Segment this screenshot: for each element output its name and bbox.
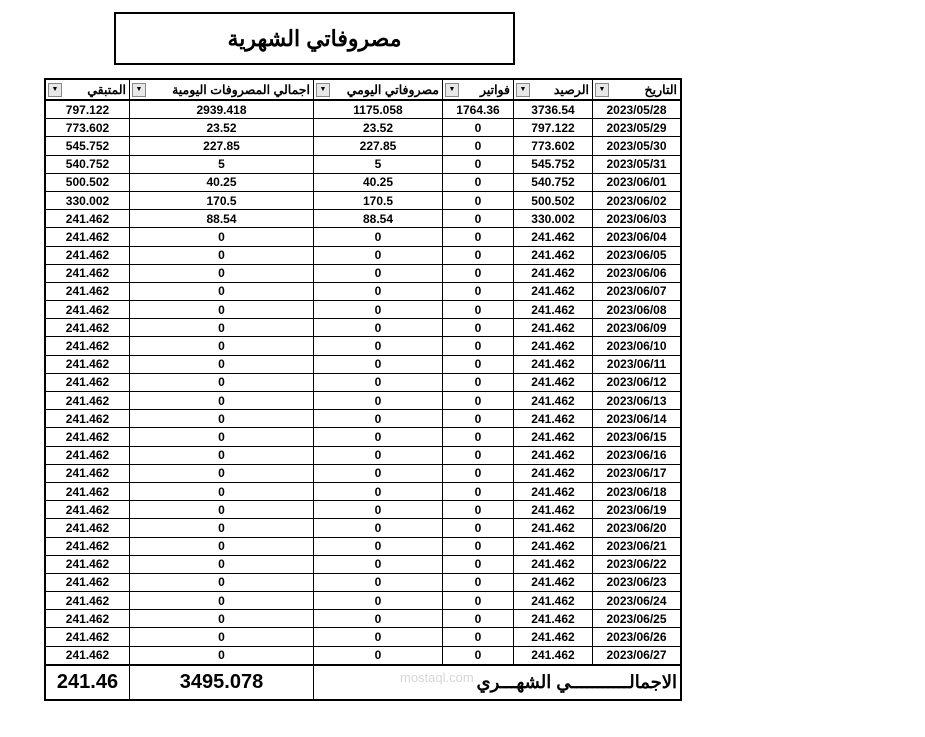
table-cell[interactable]: 2023/06/06 <box>593 264 682 282</box>
table-cell[interactable]: 0 <box>130 428 314 446</box>
table-cell[interactable]: 0 <box>314 501 443 519</box>
table-cell[interactable]: 0 <box>314 592 443 610</box>
table-cell[interactable]: 0 <box>314 537 443 555</box>
table-cell[interactable]: 2023/06/08 <box>593 301 682 319</box>
table-cell[interactable]: 241.462 <box>45 210 130 228</box>
table-cell[interactable]: 2023/06/19 <box>593 501 682 519</box>
table-cell[interactable]: 241.462 <box>45 537 130 555</box>
table-cell[interactable]: 0 <box>130 592 314 610</box>
table-row <box>45 119 681 137</box>
column-header-label: اجمالي المصروفات اليومية <box>172 83 310 97</box>
table-cell[interactable]: 241.462 <box>514 446 593 464</box>
table-cell[interactable]: 0 <box>314 446 443 464</box>
table-cell[interactable]: 0 <box>130 646 314 665</box>
table-cell[interactable]: 0 <box>443 555 514 573</box>
table-cell[interactable]: 0 <box>443 246 514 264</box>
table-cell[interactable]: 0 <box>443 519 514 537</box>
table-cell[interactable]: 2023/06/14 <box>593 410 682 428</box>
table-cell[interactable]: 0 <box>130 482 314 500</box>
table-row <box>45 319 681 337</box>
table-cell[interactable]: 0 <box>443 337 514 355</box>
table-cell[interactable]: 5 <box>130 155 314 173</box>
table-cell[interactable]: 0 <box>130 228 314 246</box>
table-cell[interactable]: 241.462 <box>514 555 593 573</box>
table-row <box>45 282 681 300</box>
table-cell[interactable]: 241.462 <box>45 446 130 464</box>
table-cell[interactable]: 241.462 <box>514 319 593 337</box>
table-cell[interactable]: 0 <box>314 392 443 410</box>
table-row <box>45 628 681 646</box>
table-cell[interactable]: 0 <box>314 610 443 628</box>
table-row <box>45 464 681 482</box>
table-cell[interactable]: 241.462 <box>45 628 130 646</box>
table-cell[interactable]: 0 <box>130 446 314 464</box>
table-cell[interactable]: 0 <box>314 646 443 665</box>
table-cell[interactable]: 0 <box>314 573 443 591</box>
filter-dropdown-icon[interactable]: ▼ <box>516 83 530 97</box>
table-cell[interactable]: 241.462 <box>45 282 130 300</box>
table-cell[interactable]: 241.462 <box>514 355 593 373</box>
table-cell[interactable]: 0 <box>314 519 443 537</box>
table-cell[interactable]: 0 <box>443 592 514 610</box>
table-cell[interactable]: 0 <box>130 464 314 482</box>
table-cell[interactable]: 0 <box>130 610 314 628</box>
table-cell[interactable]: 0 <box>443 137 514 155</box>
watermark: mostaql.com <box>400 670 474 685</box>
table-cell[interactable]: 2023/06/03 <box>593 210 682 228</box>
table-cell[interactable]: 241.462 <box>514 501 593 519</box>
table-cell[interactable]: 0 <box>314 464 443 482</box>
table-cell[interactable]: 0 <box>314 628 443 646</box>
remaining-total-value: 241.46 <box>45 665 130 700</box>
table-cell[interactable]: 0 <box>130 555 314 573</box>
table-cell[interactable]: 2023/06/26 <box>593 628 682 646</box>
table-row <box>45 210 681 228</box>
table-cell[interactable]: 241.462 <box>514 573 593 591</box>
table-row <box>45 392 681 410</box>
table-cell[interactable]: 241.462 <box>45 301 130 319</box>
table-cell[interactable]: 241.462 <box>514 646 593 665</box>
filter-dropdown-icon[interactable]: ▼ <box>132 83 146 97</box>
table-cell[interactable]: 0 <box>130 501 314 519</box>
table-cell[interactable]: 0 <box>130 573 314 591</box>
table-row <box>45 301 681 319</box>
table-row <box>45 519 681 537</box>
table-cell[interactable]: 0 <box>443 392 514 410</box>
table-cell[interactable]: 170.5 <box>130 191 314 209</box>
table-cell[interactable]: 241.462 <box>45 610 130 628</box>
column-header-label: المتبقي <box>87 83 126 97</box>
table-cell[interactable]: 773.602 <box>514 137 593 155</box>
table-cell[interactable]: 241.462 <box>45 501 130 519</box>
table-cell[interactable]: 797.122 <box>514 119 593 137</box>
table-cell[interactable]: 0 <box>130 301 314 319</box>
total-row <box>45 665 681 700</box>
filter-dropdown-icon[interactable]: ▼ <box>316 83 330 97</box>
table-row <box>45 155 681 173</box>
table-cell[interactable]: 0 <box>314 482 443 500</box>
table-cell[interactable]: 241.462 <box>45 573 130 591</box>
table-cell[interactable]: 0 <box>443 464 514 482</box>
table-cell[interactable]: 241.462 <box>45 428 130 446</box>
table-cell[interactable]: 2023/06/17 <box>593 464 682 482</box>
table-row <box>45 264 681 282</box>
table-cell[interactable]: 2023/06/18 <box>593 482 682 500</box>
table-cell[interactable]: 545.752 <box>45 137 130 155</box>
table-cell[interactable]: 0 <box>130 392 314 410</box>
table-cell[interactable]: 2023/05/29 <box>593 119 682 137</box>
table-cell[interactable]: 2023/06/10 <box>593 337 682 355</box>
table-cell[interactable]: 40.25 <box>314 173 443 191</box>
table-row <box>45 610 681 628</box>
table-cell[interactable]: 0 <box>314 228 443 246</box>
table-cell[interactable]: 241.462 <box>45 246 130 264</box>
table-cell[interactable]: 0 <box>130 628 314 646</box>
table-row <box>45 446 681 464</box>
table-cell[interactable]: 2023/06/22 <box>593 555 682 573</box>
column-header-label: الرصيد <box>553 83 589 97</box>
table-cell[interactable]: 0 <box>314 373 443 391</box>
table-cell[interactable]: 2023/06/02 <box>593 191 682 209</box>
table-cell[interactable]: 0 <box>443 319 514 337</box>
table-cell[interactable]: 0 <box>130 319 314 337</box>
monthly-total-label: الاجمالـــــــــــي الشهـــري <box>314 665 682 700</box>
filter-dropdown-icon[interactable]: ▼ <box>445 83 459 97</box>
table-cell[interactable]: 0 <box>130 519 314 537</box>
table-cell[interactable]: 545.752 <box>514 155 593 173</box>
table-cell[interactable]: 0 <box>443 373 514 391</box>
table-cell[interactable]: 241.462 <box>514 337 593 355</box>
table-cell[interactable]: 540.752 <box>45 155 130 173</box>
table-cell[interactable]: 0 <box>314 555 443 573</box>
table-cell[interactable]: 241.462 <box>45 337 130 355</box>
table-row <box>45 337 681 355</box>
table-cell[interactable]: 2023/06/05 <box>593 246 682 264</box>
table-cell[interactable]: 241.462 <box>514 392 593 410</box>
table-cell[interactable]: 0 <box>443 610 514 628</box>
column-header <box>45 79 130 100</box>
column-header-label: مصروفاتي اليومي <box>346 83 439 97</box>
table-cell[interactable]: 0 <box>314 282 443 300</box>
table-cell[interactable]: 0 <box>314 428 443 446</box>
table-cell[interactable]: 2023/05/31 <box>593 155 682 173</box>
table-row <box>45 646 681 665</box>
table-cell[interactable]: 2023/06/21 <box>593 537 682 555</box>
table-cell[interactable]: 0 <box>443 355 514 373</box>
table-cell[interactable]: 0 <box>443 119 514 137</box>
table-cell[interactable]: 2023/06/12 <box>593 373 682 391</box>
table-row <box>45 173 681 191</box>
table-cell[interactable]: 797.122 <box>45 100 130 119</box>
column-header <box>443 79 514 100</box>
table-cell[interactable]: 241.462 <box>514 301 593 319</box>
table-cell[interactable]: 540.752 <box>514 173 593 191</box>
table-cell[interactable]: 0 <box>130 373 314 391</box>
column-header <box>514 79 593 100</box>
table-cell[interactable]: 2023/06/27 <box>593 646 682 665</box>
table-cell[interactable]: 2023/05/30 <box>593 137 682 155</box>
table-row <box>45 428 681 446</box>
table-cell[interactable]: 241.462 <box>514 428 593 446</box>
table-cell[interactable]: 0 <box>314 264 443 282</box>
table-cell[interactable]: 241.462 <box>45 228 130 246</box>
table-cell[interactable]: 88.54 <box>314 210 443 228</box>
table-cell[interactable]: 241.462 <box>45 519 130 537</box>
table-cell[interactable]: 241.462 <box>514 246 593 264</box>
table-cell[interactable]: 241.462 <box>514 373 593 391</box>
column-header <box>130 79 314 100</box>
table-cell[interactable]: 2023/06/13 <box>593 392 682 410</box>
table-cell[interactable]: 0 <box>130 355 314 373</box>
table-cell[interactable]: 500.502 <box>45 173 130 191</box>
table-cell[interactable]: 2023/06/15 <box>593 428 682 446</box>
table-cell[interactable]: 241.462 <box>514 628 593 646</box>
table-row <box>45 228 681 246</box>
table-cell[interactable]: 0 <box>443 155 514 173</box>
table-cell[interactable]: 241.462 <box>45 392 130 410</box>
table-row <box>45 191 681 209</box>
table-cell[interactable]: 1175.058 <box>314 100 443 119</box>
table-cell[interactable]: 0 <box>314 246 443 264</box>
table-cell[interactable]: 241.462 <box>45 410 130 428</box>
table-cell[interactable]: 0 <box>443 446 514 464</box>
table-cell[interactable]: 2023/05/28 <box>593 100 682 119</box>
monthly-total-value: 3495.078 <box>130 665 314 700</box>
table-cell[interactable]: 241.462 <box>514 610 593 628</box>
table-cell[interactable]: 0 <box>443 191 514 209</box>
table-cell[interactable]: 0 <box>443 537 514 555</box>
table-cell[interactable]: 0 <box>443 646 514 665</box>
table-cell[interactable]: 241.462 <box>45 482 130 500</box>
table-cell[interactable]: 0 <box>314 319 443 337</box>
table-cell[interactable]: 0 <box>130 264 314 282</box>
table-cell[interactable]: 2023/06/24 <box>593 592 682 610</box>
table-cell[interactable]: 0 <box>443 282 514 300</box>
table-cell[interactable]: 241.462 <box>514 264 593 282</box>
table-cell[interactable]: 2939.418 <box>130 100 314 119</box>
table-cell[interactable]: 0 <box>443 264 514 282</box>
table-cell[interactable]: 241.462 <box>45 373 130 391</box>
table-cell[interactable]: 241.462 <box>514 592 593 610</box>
table-cell[interactable]: 227.85 <box>130 137 314 155</box>
table-cell[interactable]: 0 <box>443 501 514 519</box>
table-cell[interactable]: 241.462 <box>514 410 593 428</box>
table-cell[interactable]: 0 <box>314 337 443 355</box>
column-header <box>314 79 443 100</box>
table-cell[interactable]: 0 <box>443 301 514 319</box>
table-cell[interactable]: 330.002 <box>514 210 593 228</box>
table-row <box>45 573 681 591</box>
table-cell[interactable]: 241.462 <box>45 355 130 373</box>
column-header-label: فواتير <box>479 83 510 97</box>
table-cell[interactable]: 0 <box>130 246 314 264</box>
table-cell[interactable]: 500.502 <box>514 191 593 209</box>
table-cell[interactable]: 2023/06/20 <box>593 519 682 537</box>
table-cell[interactable]: 2023/06/11 <box>593 355 682 373</box>
table-cell[interactable]: 241.462 <box>45 646 130 665</box>
table-cell[interactable]: 241.462 <box>514 464 593 482</box>
table-cell[interactable]: 0 <box>443 482 514 500</box>
table-cell[interactable]: 2023/06/04 <box>593 228 682 246</box>
table-cell[interactable]: 0 <box>130 410 314 428</box>
table-row <box>45 555 681 573</box>
table-cell[interactable]: 0 <box>443 410 514 428</box>
table-row <box>45 246 681 264</box>
table-cell[interactable]: 40.25 <box>130 173 314 191</box>
table-cell[interactable]: 0 <box>443 428 514 446</box>
header-row <box>45 79 681 100</box>
table-row <box>45 355 681 373</box>
expenses-table <box>44 78 682 701</box>
table-cell[interactable]: 241.462 <box>45 464 130 482</box>
table-cell[interactable]: 241.462 <box>45 319 130 337</box>
table-cell[interactable]: 0 <box>443 210 514 228</box>
table-cell[interactable]: 0 <box>443 173 514 191</box>
table-cell[interactable]: 241.462 <box>45 592 130 610</box>
sheet-title: مصروفاتي الشهرية <box>114 12 515 65</box>
table-cell[interactable]: 241.462 <box>514 282 593 300</box>
table-cell[interactable]: 227.85 <box>314 137 443 155</box>
table-cell[interactable]: 2023/06/07 <box>593 282 682 300</box>
table-cell[interactable]: 241.462 <box>514 537 593 555</box>
table-cell[interactable]: 0 <box>443 628 514 646</box>
filter-dropdown-icon[interactable]: ▼ <box>48 83 62 97</box>
table-cell[interactable]: 241.462 <box>45 555 130 573</box>
table-cell[interactable]: 2023/06/25 <box>593 610 682 628</box>
table-cell[interactable]: 0 <box>314 410 443 428</box>
table-cell[interactable]: 0 <box>443 228 514 246</box>
table-cell[interactable]: 23.52 <box>130 119 314 137</box>
table-row <box>45 410 681 428</box>
table-cell[interactable]: 241.462 <box>45 264 130 282</box>
table-cell[interactable]: 330.002 <box>45 191 130 209</box>
table-row <box>45 482 681 500</box>
table-row <box>45 501 681 519</box>
table-cell[interactable]: 170.5 <box>314 191 443 209</box>
table-cell[interactable]: 0 <box>130 282 314 300</box>
table-row <box>45 137 681 155</box>
table-cell[interactable]: 5 <box>314 155 443 173</box>
table-row <box>45 537 681 555</box>
table-cell[interactable]: 2023/06/09 <box>593 319 682 337</box>
table-cell[interactable]: 23.52 <box>314 119 443 137</box>
table-cell[interactable]: 0 <box>443 573 514 591</box>
table-row <box>45 373 681 391</box>
table-cell[interactable]: 88.54 <box>130 210 314 228</box>
table-cell[interactable]: 773.602 <box>45 119 130 137</box>
column-header-label: التاريخ <box>644 83 677 97</box>
column-header <box>593 79 682 100</box>
table-row <box>45 592 681 610</box>
table-cell[interactable]: 2023/06/23 <box>593 573 682 591</box>
table-cell[interactable]: 2023/06/16 <box>593 446 682 464</box>
table-cell[interactable]: 1764.36 <box>443 100 514 119</box>
table-cell[interactable]: 3736.54 <box>514 100 593 119</box>
table-cell[interactable]: 0 <box>314 301 443 319</box>
table-row <box>45 100 681 119</box>
table-cell[interactable]: 0 <box>314 355 443 373</box>
filter-dropdown-icon[interactable]: ▼ <box>595 83 609 97</box>
table-cell[interactable]: 0 <box>130 337 314 355</box>
table-cell[interactable]: 241.462 <box>514 228 593 246</box>
table-cell[interactable]: 241.462 <box>514 482 593 500</box>
table-cell[interactable]: 2023/06/01 <box>593 173 682 191</box>
table-cell[interactable]: 0 <box>130 537 314 555</box>
table-cell[interactable]: 241.462 <box>514 519 593 537</box>
